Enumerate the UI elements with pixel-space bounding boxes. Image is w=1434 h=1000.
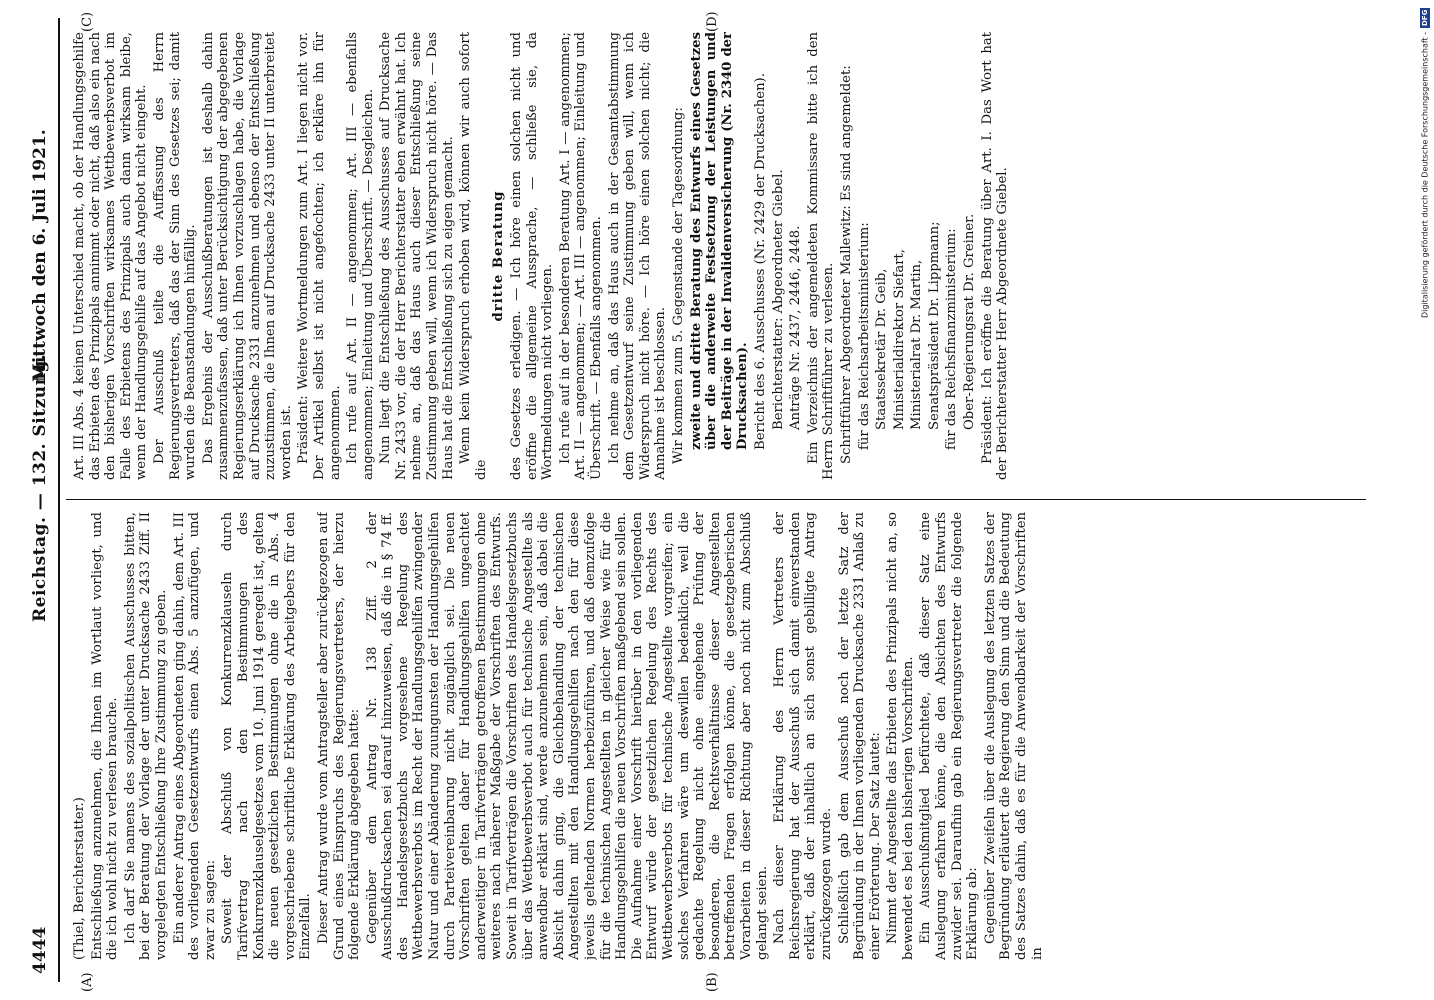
paragraph: (Thiel, Berichterstatter.) [72, 797, 87, 960]
paragraph: Ich rufe auf Art. II — angenommen; Art. III — ebenfalls angenommen; Einleitung und Überschrift. — Desgleichen. [345, 32, 376, 480]
paragraph: Ich nehme an, daß das Haus auch in der Gesamtabstimmung dem Gesetzentwurf seine Zustimmung geben will, wenn ich Widerspruch nicht höre. — Ich höre einen solchen nicht; die Annahme ist beschlossen. [606, 32, 669, 480]
paragraph: Soweit der Abschluß von Konkurrenzklauseln durch Tarifvertrag nach den Bestimmungen des Konkurrenzklauselgesetzes vom 10. Juni 1914 geregelt ist, gelten die neuen gesetzlichen Bestimmungen ohne die in Abs. 4 vorgeschriebene schriftliche Erklärung des Arbeitgebers für den Einzelfall. [220, 512, 314, 960]
margin-mark-d: (D) [705, 11, 720, 32]
paragraph: Staatssekretär Dr. Geib, [874, 268, 890, 430]
left-text-column [72, 512, 1362, 960]
paragraph: Ein Verzeichnis der angemeldeten Kommissare bitte ich den Herrn Schriftführer zu verlesen. [805, 32, 837, 480]
paragraph: für das Reichsarbeitsministerium: [856, 222, 872, 450]
paragraph: Schließlich gab dem Ausschuß noch der letzte Satz der Begründung in der Ihnen vorliegenden Drucksache 2331 Anlaß zu einer Erörterung. Der Satz lautet: [836, 512, 883, 960]
paragraph: zweite und dritte Beratung des Entwurfs eines Gesetzes über die anderweite Festsetzung der Leistungen und der Beiträge in der Invalidenversicherung (Nr. 2340 der Drucksachen). [688, 32, 751, 450]
paragraph: Schriftführer Abgeordneter Mallewitz: Es sind angemeldet: [838, 65, 854, 464]
page-header [28, 18, 60, 982]
paragraph: Nach dieser Erklärung des Herrn Vertreters der Reichsregierung hat der Ausschuß sich damit einverstanden erklärt, daß der inhaltlich an sich sonst gebilligte Antrag zurückgezogen wurde. [772, 512, 834, 960]
margin-mark-a: (A) [80, 972, 95, 992]
session-title: Reichstag. — 132. Sitzung. [30, 353, 50, 622]
paragraph: Gegenüber Zweifeln über die Auslegung des letzten Satzes der Begründung erläutert die Regierung den Sinn und die Bedeutung des Satzes dahin, daß es für die Anwendbarkeit der Vorschriften in [982, 512, 1045, 960]
paragraph: Ministerialdirektor Siefart, [891, 249, 907, 430]
paragraph: Ministerialrat Dr. Martin, [909, 259, 925, 430]
paragraph: Präsident: Weitere Wortmeldungen zum Art. I liegen nicht vor. Der Artikel selbst ist nicht angefochten; ich erkläre ihn für angenommen. [296, 32, 343, 480]
paragraph: Dieser Antrag wurde vom Antragsteller aber zurückgezogen auf Grund eines Einspruchs des Regierungsvertreters, der hierzu folgende Erklärung abgegeben hatte: [315, 512, 363, 960]
paragraph: Der Ausschuß teilte die Auffassung des Herrn Regierungsvertreters, daß das der Sinn des Gesetzes sei; damit wurden die Beanstandungen hinfällig. [151, 32, 199, 480]
paragraph: Gegenüber dem Antrag Nr. 138 Ziff. 2 der Ausschußdrucksachen sei darauf hinzuweisen, daß die in § 74 ff. des Handelsgesetzbuchs vorgesehene Regelung des Wettbewerbsverbots im Recht der Handlungsgehilfen zwingender Natur und einer Abänderung zuungunsten der Handlungsgehilfen durch Parteivereinbarung nicht zugänglich sei. Die neuen Vorschriften gelten daher für Handlungsgehilfen ungeachtet anderweitiger in Tarifverträgen getroffenen Bestimmungen ohne weiteres nach näherer Maßgabe der Vorschriften des Entwurfs. Soweit in Tarifverträgen die Vorschriften des Handelsgesetzbuchs über das Wettbewerbsverbot auch für technische Angestellte als anwendbar erklärt sind, werde anzunehmen sein, daß dabei die Absicht dahin ging, die Gleichbehandlung der technischen Angestellten mit den Handlungsgehilfen nach den für diese jeweils geltenden Normen herbeizuführen, und daß demzufolge für die technischen Angestellten in gleicher Weise wie für die Handlungsgehilfen die neuen Vorschriften maßgebend sein sollen. Die Aufnahme einer Vorschrift hierüber in den vorliegenden Entwurf würde der gesetzlichen Regelung des Rechts des Wettbewerbsverbots für technische Angestellte vorgreifen; ein solches Verfahren wäre um deswillen bedenklich, weil die gedachte Regelung nicht ohne eingehende Prüfung der besonderen, die Rechtsverhältnisse dieser Angestellten betreffenden Fragen erfolgen könne, die gesetzgeberischen Vorarbeiten in dieser Richtung aber noch nicht zum Abschluß gelangt seien. [364, 512, 770, 960]
paragraph: Ich rufe auf in der besonderen Beratung Art. I — angenommen; Art. II — angenommen; — Art. III — angenommen; Einleitung und Überschrift. — Ebenfalls angenommen. [557, 32, 604, 480]
session-date: Mittwoch den 6. Juli 1921. [30, 129, 50, 382]
paragraph: Berichterstatter: Abgeordneter Giebel. [770, 169, 786, 430]
paragraph: Ein Ausschußmitglied befürchtete, daß dieser Satz eine Auslegung erfahren könne, die den Absichten des Entwurfs zuwider sei. Daraufhin gab ein Regierungsvertreter die folgende Erklärung ab: [918, 512, 981, 960]
paragraph: Wenn kein Widerspruch erhoben wird, können wir auch sofort die [458, 32, 489, 480]
paragraph: Nimmt der Angestellte das Erbieten des Prinzipals nicht an, so bewendet es bei den bisherigen Vorschriften. [885, 512, 916, 960]
paragraph: des Gesetzes erledigen. — Ich höre einen solchen nicht und eröffne die allgemeine Aussprache, — schließe sie, da Wortmeldungen nicht vorliegen. [509, 32, 556, 480]
paragraph: dritte Beratung [491, 190, 507, 322]
paragraph: Art. III Abs. 4 keinen Unterschied macht, ob der Handlungsgehilfe das Erbieten des Prinzipals annimmt oder nicht, daß also ein nach den bisherigen Vorschriften wirksames Wettbewerbsverbot im Falle des Erbietens des Prinzipals auch dann wirksam bleibe, wenn der Handlungsgehilfe auf das Angebot nicht eingeht. [72, 32, 150, 480]
paragraph: Senatspräsident Dr. Lippmann; [926, 221, 942, 430]
paragraph: Entschließung anzunehmen, die Ihnen im Wortlaut vorliegt, und die ich wohl nicht zu verlesen brauche. [89, 512, 121, 960]
paragraph: Wir kommen zum 5. Gegenstande der Tagesordnung: [670, 107, 686, 464]
column-divider [66, 499, 1366, 500]
margin-mark-b: (B) [705, 972, 720, 992]
right-text-column [72, 32, 1362, 480]
dfg-logo: DFG [1421, 10, 1429, 27]
paragraph: Ich darf Sie namens des sozialpolitischen Ausschusses bitten, bei der Beratung der Vorlage der unter Drucksache 2433 Ziff. II vorgelegten Entschließung Ihre Zustimmung zu geben. [122, 512, 169, 960]
paragraph: Präsident: Ich eröffne die Beratung über Art. I. Das Wort hat der Berichterstatter Herr Abgeordnete Giebel. [979, 32, 1011, 480]
paragraph: Anträge Nr. 2437, 2446, 2448. [788, 225, 804, 430]
paragraph: Nun liegt die Entschließung des Ausschusses auf Drucksache Nr. 2433 vor, die der Herr Berichterstatter eben erwähnt hat. Ich nehme an, daß das Haus auch dieser Entschließung seine Zustimmung geben will, wenn ich Widerspruch nicht höre. — Das Haus hat die Entschließung sich zu eigen gemacht. [378, 32, 456, 480]
paragraph: Ober-Regierungsrat Dr. Greiner. [962, 213, 978, 430]
paragraph: für das Reichsfinanzministerium: [944, 228, 960, 450]
margin-mark-c: (C) [80, 11, 95, 32]
page-number: 4444 [30, 926, 50, 974]
digitization-credit [1418, 8, 1432, 992]
paragraph: Ein anderer Antrag eines Abgeordneten ging dahin, dem Art. III des vorliegenden Gesetzentwurfs einen Abs. 5 anzufügen, und zwar zu sagen: [171, 512, 218, 960]
paragraph: Das Ergebnis der Ausschußberatungen ist deshalb dahin zusammenzufassen, daß unter Berücksichtigung der abgegebenen Regierungserklärung ich Ihnen vorzuschlagen habe, die Vorlage auf Drucksache 2331 anzunehmen und ebenso der Entschließung zuzustimmen, die Ihnen auf Drucksache 2433 unter II unterbreitet worden ist. [200, 32, 294, 480]
paragraph: Bericht des 6. Ausschusses (Nr. 2429 der Drucksachen). [752, 73, 768, 450]
credit-text: Digitalisierung gefördert durch die Deutsche Forschungsgemeinschaft - [1420, 32, 1430, 319]
